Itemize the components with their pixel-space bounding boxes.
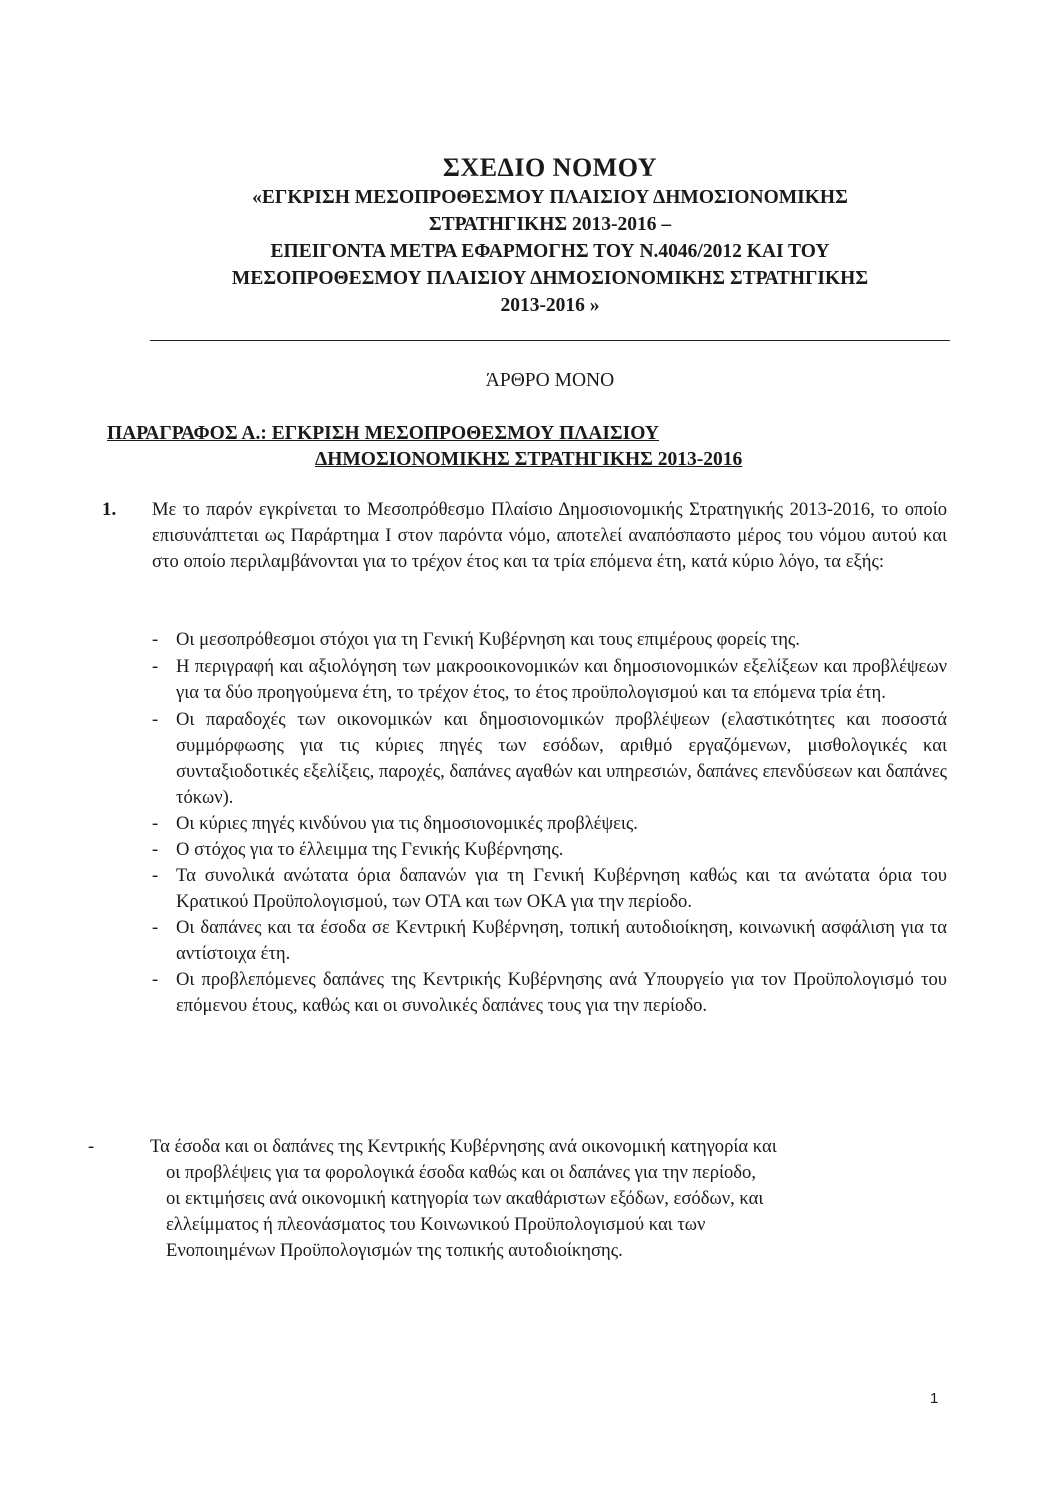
section-heading: [107, 421, 742, 473]
list-item-line: οι εκτιμήσεις ανά οικονομική κατηγορία των ακαθάριστων εξόδων, εσόδων, και: [166, 1188, 764, 1209]
list-item: [152, 915, 947, 967]
list-item: [152, 811, 947, 837]
section-heading-line-1: ΠΑΡΑΓΡΑΦΟΣ Α.: ΕΓΚΡΙΣΗ ΜΕΣΟΠΡΟΘΕΣΜΟΥ ΠΛΑΙΣΙΟΥ: [107, 423, 659, 444]
title-block: [150, 152, 950, 319]
list-item: [152, 837, 947, 863]
bullet-dash: -: [88, 1136, 95, 1157]
list-item-text: Οι δαπάνες και τα έσοδα σε Κεντρική Κυβέρνηση, τοπική αυτοδιοίκηση, κοινωνική ασφάλιση για τα αντίστοιχα έτη.: [176, 917, 947, 964]
bullet-dash: -: [152, 917, 159, 938]
list-item-line: Τα έσοδα και οι δαπάνες της Κεντρικής Κυβέρνησης ανά οικονομική κατηγορία και: [150, 1136, 777, 1157]
horizontal-divider: [150, 340, 950, 341]
list-item-text: Η περιγραφή και αξιολόγηση των μακροοικονομικών και δημοσιονομικών εξελίξεων και προβλέψεων για τα δύο προηγούμενα έτη, το τρέχον έτος, το έτος προϋπολογισμού και τα επόμενα τρία έτη.: [176, 656, 947, 703]
list-item: [152, 654, 947, 706]
list-item-line: οι προβλέψεις για τα φορολογικά έσοδα καθώς και οι δαπάνες για την περίοδο,: [166, 1162, 756, 1183]
list-item-text: Οι προβλεπόμενες δαπάνες της Κεντρικής Κυβέρνησης ανά Υπουργείο για τον Προϋπολογισμό του επόμενου έτους, καθώς και οι συνολικές δαπάνες τους για την περίοδο.: [176, 969, 947, 1016]
paragraph-text: Με το παρόν εγκρίνεται το Μεσοπρόθεσμο Πλαίσιο Δημοσιονομικής Στρατηγικής 2013-2016, το οποίο επισυνάπτεται ως Παράρτημα Ι στον παρόντα νόμο, αποτελεί αναπόσπαστο μέρος του νόμου αυτού και στο οποίο περιλαμβάνονται για το τρέχον έτος και τα τρία επόμενα έτη, κατά κύριο λόγο, τα εξής:: [152, 499, 947, 572]
section-heading-line-2: ΔΗΜΟΣΙΟΝΟΜΙΚΗΣ ΣΤΡΑΤΗΓΙΚΗΣ 2013-2016: [315, 449, 743, 470]
subtitle-line: ΜΕΣΟΠΡΟΘΕΣΜΟΥ ΠΛΑΙΣΙΟΥ ΔΗΜΟΣΙΟΝΟΜΙΚΗΣ ΣΤΡΑΤΗΓΙΚΗΣ: [231, 268, 869, 289]
list-item-line: Ενοποιημένων Προϋπολογισμών της τοπικής αυτοδιοίκησης.: [166, 1240, 623, 1261]
bullet-list: [152, 627, 947, 1019]
bullet-dash: -: [152, 709, 159, 730]
list-item-text: Τα συνολικά ανώτατα όρια δαπανών για τη Γενική Κυβέρνηση καθώς και τα ανώτατα όρια του Κρατικού Προϋπολογισμού, των ΟΤΑ και των ΟΚΑ για την περίοδο.: [176, 865, 947, 912]
subtitle-line: «ΕΓΚΡΙΣΗ ΜΕΣΟΠΡΟΘΕΣΜΟΥ ΠΛΑΙΣΙΟΥ ΔΗΜΟΣΙΟΝΟΜΙΚΗΣ: [252, 187, 848, 208]
document-title: ΣΧΕΔΙΟ ΝΟΜΟΥ: [442, 153, 658, 182]
bullet-dash: -: [152, 865, 159, 886]
list-item: [152, 707, 947, 811]
list-item-last: [150, 1134, 950, 1264]
list-item: [152, 863, 947, 915]
list-item: [152, 967, 947, 1019]
subtitle-line: 2013-2016 »: [500, 295, 600, 316]
subtitle-line: ΕΠΕΙΓΟΝΤΑ ΜΕΤΡΑ ΕΦΑΡΜΟΓΗΣ ΤΟΥ Ν.4046/2012 ΚΑΙ ΤΟΥ: [270, 241, 830, 262]
bullet-dash: -: [152, 969, 159, 990]
list-item-text: Οι μεσοπρόθεσμοι στόχοι για τη Γενική Κυβέρνηση και τους επιμέρους φορείς της.: [176, 629, 800, 650]
subtitle-line: ΣΤΡΑΤΗΓΙΚΗΣ 2013-2016 –: [428, 214, 672, 235]
page-number: 1: [930, 1390, 939, 1407]
bullet-dash: -: [152, 629, 159, 650]
article-title: ΆΡΘΡΟ ΜΟΝΟ: [485, 370, 615, 391]
list-item-line: ελλείμματος ή πλεονάσματος του Κοινωνικού Προϋπολογισμού και των: [166, 1214, 706, 1235]
paragraph-number: 1.: [102, 499, 117, 520]
bullet-dash: -: [152, 839, 159, 860]
list-item-text: Οι κύριες πηγές κινδύνου για τις δημοσιονομικές προβλέψεις.: [176, 813, 638, 834]
bullet-dash: -: [152, 656, 159, 677]
list-item-text: Οι παραδοχές των οικονομικών και δημοσιονομικών προβλέψεων (ελαστικότητες και ποσοστά συμμόρφωσης για τις κύριες πηγές των εσόδων, αριθμό εργαζόμενων, μισθολογικές και συνταξιοδοτικές εξελίξεις, παροχές, δαπάνες αγαθών και υπηρεσιών, δαπάνες επενδύσεων και δαπάνες τόκων).: [176, 709, 947, 808]
list-item-text: Ο στόχος για το έλλειμμα της Γενικής Κυβέρνησης.: [176, 839, 564, 860]
list-item: [152, 627, 947, 653]
bullet-dash: -: [152, 813, 159, 834]
